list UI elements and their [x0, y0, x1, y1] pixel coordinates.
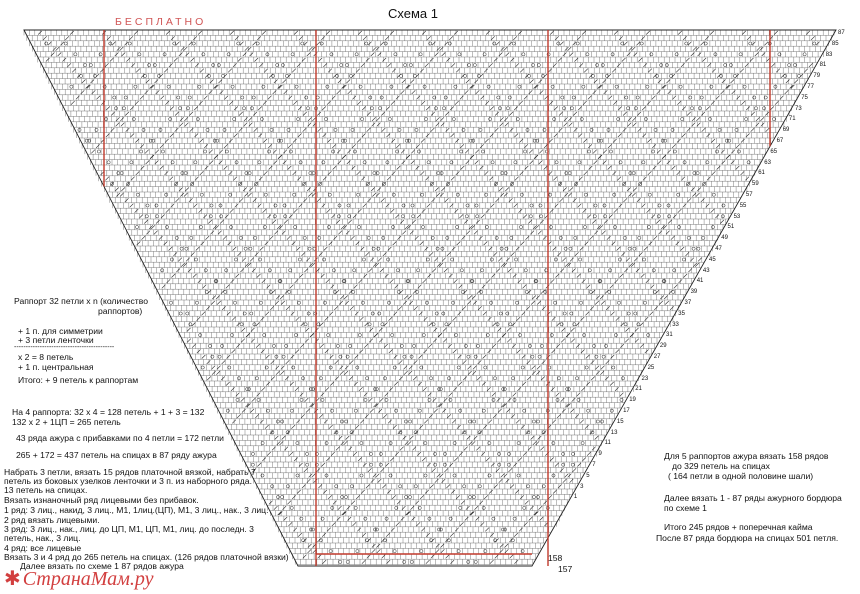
row-number: 53 — [733, 213, 741, 220]
star-icon: ✱ — [4, 568, 21, 590]
note-plus-ribbon: + 3 петли ленточки — [18, 335, 94, 345]
note-43-rows: 43 ряда ажура с прибавками по 4 петли = 172 петли — [16, 433, 224, 443]
row-number: 7 — [592, 462, 596, 468]
row-number-158: 158 — [548, 553, 563, 563]
note-right-1: Для 5 раппортов ажура вязать 158 рядов — [664, 451, 829, 461]
row-number: 63 — [764, 159, 771, 166]
row-number: 1 — [573, 494, 578, 501]
row-number: 19 — [629, 397, 636, 404]
instruction-8: петель, нак., 3 лиц. — [4, 533, 81, 543]
row-number: 27 — [653, 354, 661, 360]
row-number: 23 — [641, 375, 649, 382]
row-number: 59 — [752, 181, 759, 188]
instruction-1: Набрать 3 петли, вязать 15 рядов платочной вязкой, набрать 7 — [4, 467, 256, 477]
note-x2: х 2 = 8 петель — [18, 352, 74, 362]
watermark: БЕСПЛАТНО — [115, 16, 207, 28]
note-sum: 265 + 172 = 437 петель на спицах в 87 ряду ажура — [16, 450, 217, 460]
chart-title: Схема 1 — [388, 6, 438, 21]
row-number-157: 157 — [558, 564, 573, 574]
note-four-repeats-1: На 4 раппорта: 32 х 4 = 128 петель + 1 + 3 = 132 — [12, 407, 205, 417]
row-number: 21 — [635, 386, 642, 393]
row-number: 71 — [788, 116, 796, 123]
row-number: 15 — [616, 418, 624, 425]
row-number: 73 — [795, 105, 802, 112]
note-four-repeats-2: 132 х 2 + 1ЦП = 265 петель — [12, 417, 121, 427]
row-number: 31 — [666, 332, 673, 339]
row-number: 55 — [739, 202, 747, 209]
note-right-6: Итого 245 рядов + поперечная кайма — [664, 522, 813, 532]
row-number: 49 — [721, 235, 728, 242]
note-central: + 1 п. центральная — [18, 362, 94, 372]
row-number: 11 — [604, 440, 611, 447]
instruction-10: Вязать 3 и 4 ряд до 265 петель на спицах. (126 рядов платочной вязки) — [4, 552, 289, 562]
row-number: 25 — [647, 364, 655, 371]
instruction-3: 13 петель на спицах. — [4, 485, 88, 495]
note-plus-symmetry: + 1 п. для симметрии — [18, 326, 103, 336]
row-number: 3 — [580, 483, 584, 490]
row-number: 39 — [690, 289, 698, 296]
note-right-4: Далее вязать 1 - 87 ряды ажурного бордюра — [664, 493, 842, 503]
row-number: 81 — [819, 62, 827, 69]
row-number: 17 — [623, 408, 630, 414]
site-logo — [4, 566, 154, 591]
row-number: 57 — [745, 192, 753, 198]
row-number: 85 — [831, 40, 839, 47]
row-number: 35 — [678, 310, 685, 317]
note-right-5: по схеме 1 — [664, 503, 707, 513]
row-number: 37 — [684, 300, 692, 306]
row-number: 47 — [715, 246, 722, 252]
row-number: 43 — [702, 267, 710, 274]
note-total: Итого: + 9 петель к раппортам — [18, 375, 139, 385]
row-number: 33 — [672, 321, 679, 328]
note-divider: ------------------------------------------- — [14, 344, 115, 351]
row-number: 45 — [709, 256, 716, 263]
note-repeat-1: Раппорт 32 петли х n (количество — [14, 296, 148, 306]
row-number: 65 — [770, 148, 778, 155]
row-number: 5 — [586, 472, 590, 479]
instruction-6: 2 ряд вязать лицевыми. — [4, 515, 100, 525]
row-number: 41 — [696, 278, 704, 285]
row-number: 77 — [807, 84, 814, 90]
instruction-11: Далее вязать по схеме 1 87 рядов ажура — [20, 561, 184, 571]
row-number: 87 — [838, 30, 845, 36]
instruction-9: 4 ряд: все лицевые — [4, 543, 82, 553]
row-number: 13 — [610, 429, 618, 436]
row-number: 9 — [598, 451, 602, 458]
note-right-3: ( 164 петли в одной половине шали) — [668, 471, 814, 481]
note-right-2: до 329 петель на спицах — [672, 461, 770, 471]
note-repeat-2: раппортов) — [98, 306, 143, 316]
note-right-7: После 87 ряда бордюра на спицах 501 петля. — [656, 533, 839, 543]
instruction-5: 1 ряд: 3 лиц., накид, 3 лиц., М1, 1лиц.(ЦП), М1, 3 лиц., нак., 3 лиц. — [4, 505, 269, 515]
instruction-4: Вязать изнаночный ряд лицевыми без прибавок. — [4, 495, 199, 505]
row-number: 83 — [825, 51, 833, 58]
instruction-2: петель из боковых узелков ленточки и 3 п. из наборного ряда. — [4, 476, 252, 486]
row-number: 61 — [758, 170, 765, 177]
row-number: 79 — [813, 73, 821, 80]
row-number: 69 — [782, 127, 790, 134]
instruction-7: 3 ряд: 3 лиц., нак., лиц. до ЦП, М1, ЦП, М1, лиц. до последн. 3 — [4, 524, 254, 534]
row-number: 75 — [801, 94, 808, 101]
row-number: 51 — [727, 224, 735, 231]
logo-text: СтранаМам.ру — [22, 568, 154, 590]
row-number: 29 — [659, 343, 667, 350]
row-number: 67 — [776, 138, 784, 144]
